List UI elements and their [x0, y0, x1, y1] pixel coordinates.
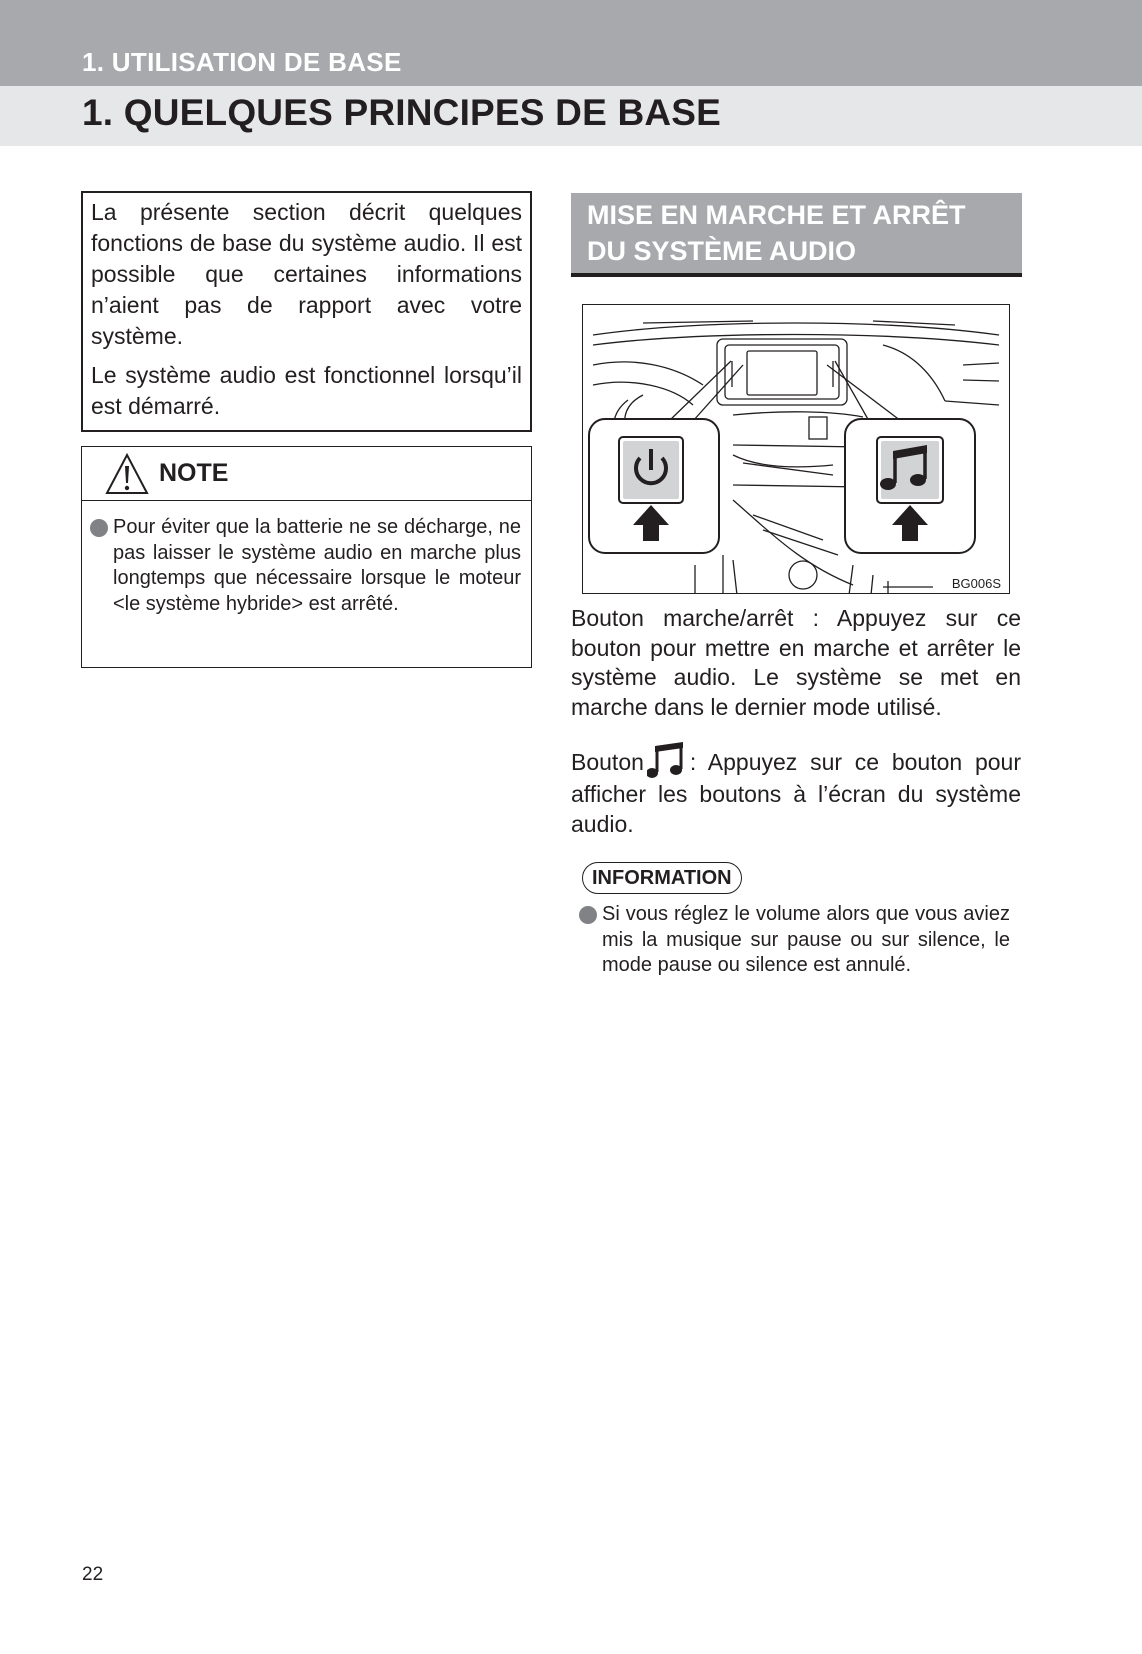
note-text: Pour éviter que la batterie ne se décharge, ne pas laisser le système audio en marche plus longtemps que nécessaire lorsque le moteur <le système hybride> est arrêté.	[113, 516, 521, 615]
information-text: Si vous réglez le volume alors que vous aviez mis la musique sur pause ou sur silence, le mode pause ou silence est annulé.	[602, 903, 1010, 976]
intro-box	[81, 191, 532, 432]
information-badge: INFORMATION	[582, 862, 742, 894]
note-header	[82, 447, 531, 501]
section-label: 1. UTILISATION DE BASE	[82, 47, 402, 77]
section-heading-line-2: DU SYSTÈME AUDIO	[587, 236, 857, 266]
page-number: 22	[82, 1564, 104, 1585]
dashboard-figure	[582, 304, 1010, 594]
note-box	[81, 446, 532, 668]
dashboard-illustration	[583, 305, 1010, 594]
bullet-icon	[90, 519, 108, 537]
warning-triangle-icon	[105, 453, 149, 495]
music-note-icon	[647, 742, 687, 780]
audio-button-prefix: Bouton	[571, 749, 644, 775]
figure-code: BG006S	[951, 576, 1001, 591]
information-item	[579, 902, 1010, 979]
note-item	[82, 501, 531, 617]
bullet-icon	[579, 906, 597, 924]
note-title: NOTE	[159, 459, 229, 487]
audio-button-suffix: : Appuyez sur ce bouton pour afficher les boutons à l’écran du système audio.	[571, 749, 1021, 837]
page-title: 1. QUELQUES PRINCIPES DE BASE	[82, 92, 722, 133]
section-heading	[571, 193, 1022, 277]
audio-button-description	[571, 742, 1021, 839]
intro-paragraph-2: Le système audio est fonctionnel lorsqu’il est démarré.	[91, 362, 522, 419]
section-heading-line-1: MISE EN MARCHE ET ARRÊT	[587, 200, 966, 230]
intro-paragraph-1: La présente section décrit quelques fonctions de base du système audio. Il est possible que certaines informations n’aient pas de rapport avec votre système.	[91, 199, 522, 349]
power-button-description: Bouton marche/arrêt : Appuyez sur ce bouton pour mettre en marche et arrêter le système audio. Le système se met en marche dans le dernier mode utilisé.	[571, 605, 1021, 720]
